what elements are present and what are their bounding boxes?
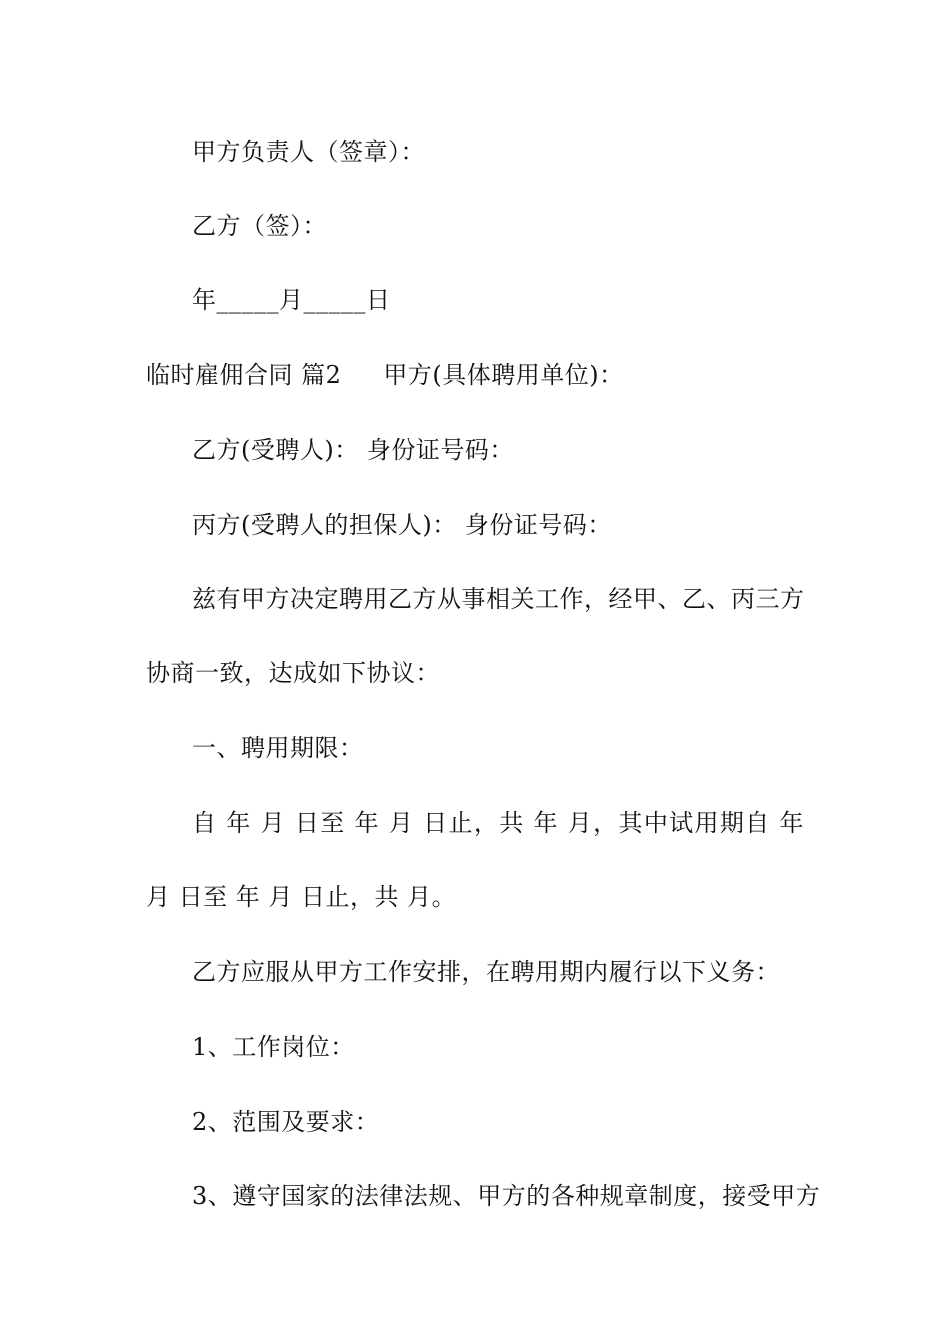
term-paragraph-line-1: 自 年 月 日至 年 月 日止，共 年 月，其中试用期自 年 <box>192 809 804 837</box>
party-b-signature-line: 乙方（签）： <box>192 212 327 240</box>
party-a-representative-signature-line: 甲方负责人（签章）： <box>192 138 425 166</box>
preamble-paragraph-line-2: 协商一致，达成如下协议： <box>146 659 440 687</box>
obligation-item-2: 2、范围及要求： <box>192 1108 380 1136</box>
date-line: 年_____月_____日 <box>192 286 391 314</box>
obligation-item-1: 1、工作岗位： <box>192 1033 355 1061</box>
contract-title: 临时雇佣合同 篇2 <box>146 361 342 389</box>
contract-title-line <box>146 360 624 390</box>
party-b-id-line: 乙方(受聘人)： 身份证号码： <box>192 436 514 464</box>
party-c-id-line: 丙方(受聘人的担保人)： 身份证号码： <box>192 511 612 539</box>
term-paragraph-line-2: 月 日至 年 月 日止，共 月。 <box>146 883 457 911</box>
section-1-heading: 一、聘用期限： <box>192 734 364 762</box>
obligation-item-3: 3、遵守国家的法律法规、甲方的各种规章制度，接受甲方 <box>192 1182 821 1210</box>
obligations-intro-line: 乙方应服从甲方工作安排，在聘用期内履行以下义务： <box>192 958 780 986</box>
preamble-paragraph-line-1: 兹有甲方决定聘用乙方从事相关工作，经甲、乙、丙三方 <box>192 585 805 613</box>
party-a-heading: 甲方(具体聘用单位)： <box>383 361 624 389</box>
